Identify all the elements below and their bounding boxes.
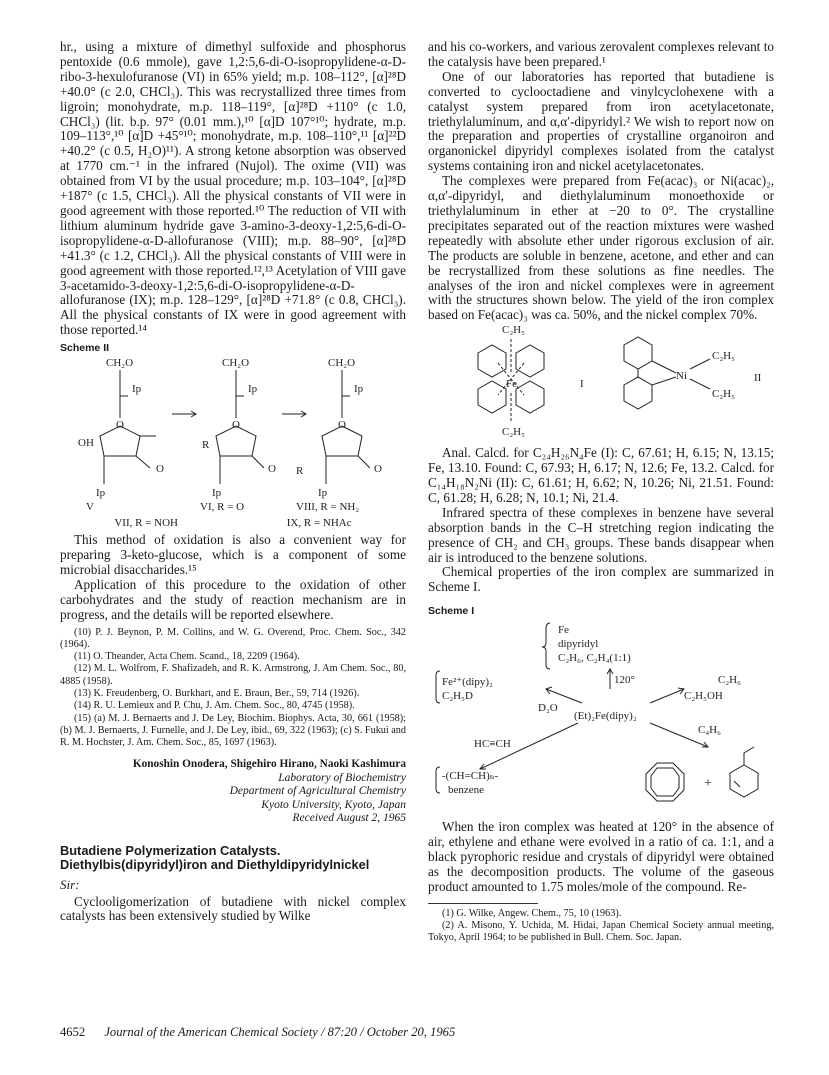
scheme-text: C₄H₆ xyxy=(698,724,721,737)
struct-text: Fe xyxy=(506,378,517,391)
reference: (10) P. J. Beynon, P. M. Collins, and W. G. Overend, Proc. Chem. Soc., 342 (1964). xyxy=(60,626,406,650)
scheme-text: R xyxy=(202,439,210,452)
affiliation-line: Department of Agricultural Chemistry xyxy=(229,785,406,798)
reference: (1) G. Wilke, Angew. Chem., 75, 10 (1963). xyxy=(442,907,622,919)
journal-citation: Journal of the American Chemical Society / 87:20 / October 20, 1965 xyxy=(104,1025,456,1039)
reference: (11) O. Theander, Acta Chem. Scand., 18, 2209 (1964). xyxy=(74,651,300,663)
scheme-text: + xyxy=(704,776,712,792)
reference: (15) (a) M. J. Bernaerts and J. De Ley, Biochim. Biophys. Acta, 30, 661 (1958); (b) M. J. Bernaerts, J. Furnelle, and J. De Ley, ibid., 69, 322 (1963); (c) S. Fukui and R. M. Hochster, J. Am. Chem. Soc., 85, 1697 (1963). xyxy=(60,712,406,749)
salutation: Sir: xyxy=(60,876,80,892)
reference: (14) R. U. Lemieux and P. Chu, J. Am. Chem. Soc., 80, 4745 (1958). xyxy=(74,700,355,712)
references xyxy=(60,627,406,750)
scheme-i-diagram xyxy=(428,619,774,815)
scheme-text: C₂H₅OH xyxy=(684,690,723,703)
scheme-text: Ip xyxy=(212,487,222,500)
struct-text: C₂H₅ xyxy=(712,350,735,363)
scheme-text: Fe²⁺(dipy)₂ xyxy=(442,676,493,689)
body-paragraph: This method of oxidation is also a convenient way for preparing 3-keto-glucose, which is a component of some microbial disaccharides.¹⁵ xyxy=(60,532,406,577)
scheme-text: CH₂O xyxy=(222,357,250,370)
struct-text: C₂H₅ xyxy=(502,324,525,337)
scheme-ii-diagram xyxy=(60,356,406,516)
page-footer xyxy=(60,1025,455,1040)
reference: (2) A. Misono, Y. Uchida, M. Hidai, Japan Chemical Society annual meeting, Tokyo, April 1964; to be published in Bull. Chem. Soc. Japan. xyxy=(428,920,774,944)
scheme-text: (Et)₂Fe(dipy)₂ xyxy=(574,710,637,723)
scheme-title: Scheme II xyxy=(60,342,110,355)
compound-label: VIII, R = NH₂ xyxy=(296,501,360,514)
scheme-text: D₂O xyxy=(538,702,558,715)
scheme-text: O xyxy=(268,463,276,476)
scheme-title: Scheme I xyxy=(428,605,475,618)
reference: (12) M. L. Wolfrom, F. Shafizadeh, and R. K. Armstrong, J. Am Chem. Soc., 80, 4885 (1958). xyxy=(60,663,406,687)
body-paragraph: Cyclooligomerization of butadiene with nickel complex catalysts has been extensively studied by Wilke xyxy=(60,893,406,924)
references xyxy=(428,908,774,945)
affiliation xyxy=(60,772,406,826)
scheme-text: Ip xyxy=(132,383,142,396)
reference: (13) K. Freudenberg, O. Burkhart, and E. Braun, Ber., 59, 714 (1926). xyxy=(74,688,360,700)
compound-label: IX, R = NHAc xyxy=(286,517,352,530)
scheme-text: CH₂O xyxy=(106,357,134,370)
footnote-divider xyxy=(428,903,538,904)
affiliation-line: Laboratory of Biochemistry xyxy=(278,771,406,784)
compound-label: V xyxy=(86,501,94,514)
scheme-text: Ip xyxy=(354,383,364,396)
body-paragraph: One of our laboratories has reported that butadiene is converted to cyclooctadiene and vinylcyclohexene with a catalyst system prepared from iron acetylacetonate, triethylaluminum, and α,α′-dipyridyl.² We wish to report now on the preparation and properties of crystalline organoiron and organonickel dipyridyl complexes isolated from the catalyst systems containing iron and nickel acetylacetonates. xyxy=(428,68,774,174)
page-number: 4652 xyxy=(60,1025,86,1039)
scheme-text: O xyxy=(116,419,124,432)
authors: Konoshin Onodera, Shigehiro Hirano, Naoki Kashimura xyxy=(132,757,406,770)
body-paragraph: Application of this procedure to the oxidation of other carbohydrates and the study of reaction mechanism are in progress, and the details will be reported elsewhere. xyxy=(60,576,406,622)
scheme-text: C₂H₅D xyxy=(442,690,473,703)
scheme-text: Ip xyxy=(318,487,328,500)
scheme-text: O xyxy=(156,463,164,476)
scheme-text: -(CH=CH)ₙ- xyxy=(442,770,499,783)
scheme-text: O xyxy=(374,463,382,476)
received-date: Received August 2, 1965 xyxy=(292,812,406,825)
scheme-text: benzene xyxy=(448,784,485,797)
scheme-text: Ip xyxy=(96,487,106,500)
left-column xyxy=(60,40,406,924)
struct-text: C₂H₅ xyxy=(712,388,735,401)
scheme-text: Ip xyxy=(248,383,258,396)
body-paragraph: When the iron complex was heated at 120° in the absence of air, ethylene and ethane were evolved in a ratio of ca. 1:1, and a black pyrophoric residue and crystals of dipyridyl were obtained as the decomposition products. The volume of the gaseous product amounted to 1.75 moles/mole of the compound. Re- xyxy=(428,819,774,894)
compound-label: VI, R = O xyxy=(200,501,245,514)
body-paragraph: and his co-workers, and various zerovalent complexes relevant to the catalysis have been prepared.¹ xyxy=(428,39,774,69)
scheme-labels-row xyxy=(60,517,406,529)
scheme-text: 120° xyxy=(614,674,635,687)
scheme-text: C₂H₆ xyxy=(718,674,741,687)
body-paragraph: Chemical properties of the iron complex are summarized in Scheme I. xyxy=(428,564,774,595)
complex-structures-diagram xyxy=(428,323,774,441)
scheme-text: CH₂O xyxy=(328,357,356,370)
scheme-text: Fe xyxy=(558,624,569,637)
scheme-text: HC≡CH xyxy=(474,738,511,751)
struct-text: Ni xyxy=(676,370,687,383)
article-title: Butadiene Polymerization Catalysts. Diethylbis(dipyridyl)iron and Diethyldipyridylnickel xyxy=(60,842,370,873)
body-paragraph: Infrared spectra of these complexes in benzene have several absorption bands in the C–H stretching region indicating the presence of CH₂ and CH₃ groups. These bands disappear when air is introduced to the benzene solutions. xyxy=(428,504,774,565)
compound-label: VII, R = NOH xyxy=(114,517,179,530)
compound-label: II xyxy=(754,372,762,385)
struct-text: C₂H₅ xyxy=(502,426,525,439)
scheme-text: R xyxy=(296,465,304,478)
scheme-text: O xyxy=(338,419,346,432)
scheme-text: dipyridyl xyxy=(558,638,599,651)
scheme-text: C₂H₆, C₂H₄(1:1) xyxy=(558,652,631,665)
right-column xyxy=(428,40,774,945)
scheme-text: O xyxy=(232,419,240,432)
body-paragraph: hr., using a mixture of dimethyl sulfoxide and phosphorus pentoxide (0.6 mmole), gave 1,2:5,6-di-O-isopropylidene-α-D-ribo-3-hexulofuranose (VI) in 65% yield; m.p. 108–112°, [α]²⁸D +40.0° (c 2.0, CHCl₃). This was recrystallized three times from ligroin; monohydrate, m.p. 118–119°, [α]²⁸D +110° (c 1.0, CHCl₃) (lit. b.p. 97° (0.01 mm.),¹⁰ [α]D 107°¹⁰; hydrate, m.p. 109–113°,¹⁰ [α]D +45°¹⁰; monohydrate, m.p. 108–110°,¹¹ [α]²²D +40.2° (c 0.5, H₂O)¹¹). A strong ketone absorption was observed at 1770 cm.⁻¹ in the infrared (Nujol). The oxime (VII) was obtained from VI by the usual procedure; m.p. 103–104°, [α]²⁸D +187° (c 1.5, CHCl₃). All the physical constants of VII were in good agreement with those reported.¹⁰ The reduction of VII with lithium aluminum hydride gave 3-amino-3-deoxy-1,2:5,6-di-O-isopropylidene-α-D-allofuranose (VIII); m.p. 88–90°, [α]²⁸D +41.3° (c 1.2, CHCl₃). All the physical constants of VIII were in good agreement with those reported.¹²,¹³ Acetylation of VIII gave 3-acetamido-3-deoxy-1,2:5,6-di-O-isopropylidene-α-D-allofuranose (IX); m.p. 128–129°, [α]²⁸D +71.8° (c 0.8, CHCl₃). All the physical constants of IX were in good agreement with those reported.¹⁴ xyxy=(60,39,406,338)
affiliation-line: Kyoto University, Kyoto, Japan xyxy=(261,798,406,811)
compound-label: I xyxy=(580,378,584,391)
body-paragraph: Anal. Calcd. for C₂₄H₂₆N₄Fe (I): C, 67.61; H, 6.15; N, 13.15; Fe, 13.10. Found: C, 67.93; H, 6.17; N, 12.6; Fe, 13.2. Calcd. for C₁₄H₁₈N₂Ni (II): C, 61.61; H, 6.62; N, 10.26; Ni, 21.51. Found: C, 61.28; H, 6.28; N, 10.1; Ni, 21.4. xyxy=(428,445,774,505)
body-paragraph: The complexes were prepared from Fe(acac)₃ or Ni(acac)₂, α,α′-dipyridyl, and diethylaluminum monoethoxide or triethylaluminum in ether at −20 to 0°. The crystalline precipitates separated out of the reaction mixtures were washed repeatedly with absolute ether under rigorous exclusion of air. The products are soluble in benzene, acetone, and ether and can be recrystallized from these solutions as fine needles. The analyses of the iron and nickel complexes were in agreement with the structures shown below. The yield of the iron complex based on Fe(acac)₃ was ca. 50%, and the nickel complex 70%. xyxy=(428,173,774,323)
scheme-text: OH xyxy=(78,437,94,450)
